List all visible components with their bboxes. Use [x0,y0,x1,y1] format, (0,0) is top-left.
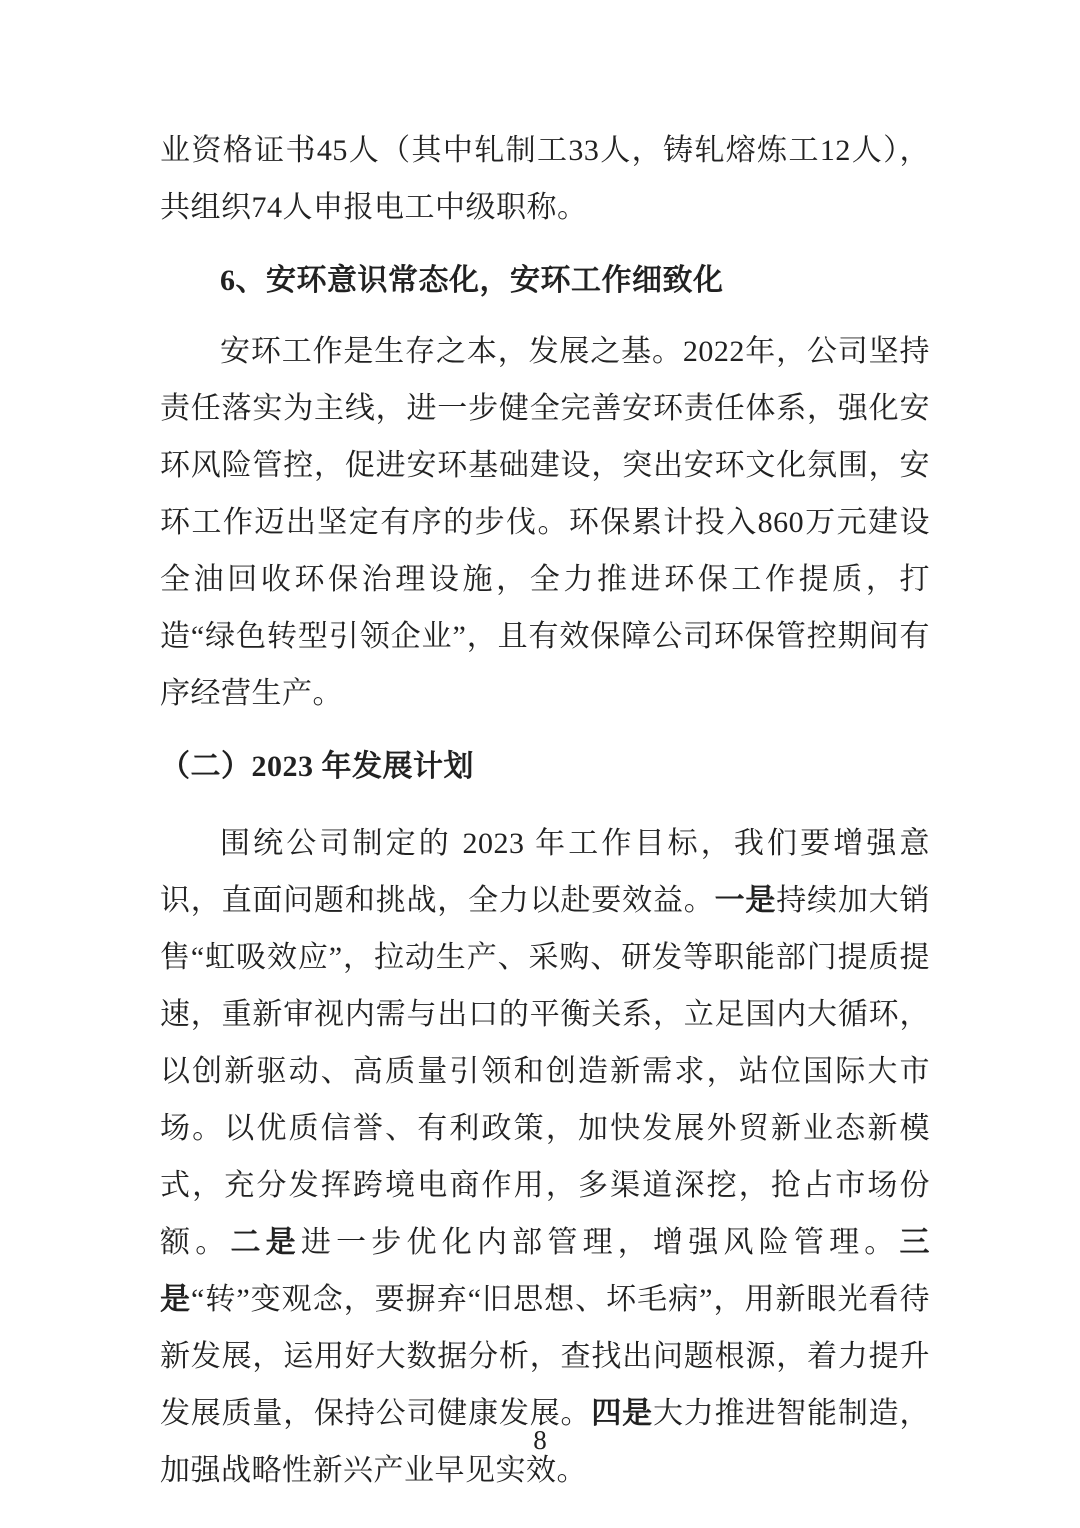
plan-run-fourth-label: 四是 [591,1397,653,1430]
plan-run-second-label: 二是 [230,1226,301,1259]
plan-run-first-label: 一是 [714,884,777,917]
plan-run-third-label: 三是 [160,1226,931,1316]
page-number: 8 [533,1425,547,1455]
plan-run-third-body: “转”变观念，要摒弃“旧思想、坏毛病”，用新眼光看待新发展，运用好大数据分析，查找出问题根源，着力提升发展质量，保持公司健康发展。 [160,1283,931,1430]
plan-run-intro: 围统公司制定的 2023 年工作目标，我们要增强意识，直面问题和挑战，全力以赴要效益。 [160,827,930,917]
paragraph-certification: 业资格证书45人（其中轧制工33人，铸轧熔炼工12人），共组织74人申报电工中级职称。 [160,134,930,224]
plan-run-first-body: 持续加大销售“虹吸效应”，拉动生产、采购、研发等职能部门提质提速，重新审视内需与出口的平衡关系，立足国内大循环，以创新驱动、高质量引领和创造新需求，站位国际大市场。以优质信誉、有利政策，加快发展外贸新业态新模式，充分发挥跨境电商作用，多渠道深挖，抢占市场份额。 [160,884,930,1259]
heading-2023-plan: （二）2023 年发展计划 [160,750,474,783]
heading-safety-environment: 6、安环意识常态化，安环工作细致化 [220,264,724,297]
plan-run-fourth-body: 大力推进智能制造，加强战略性新兴产业早见实效。 [160,1397,930,1487]
paragraph-2023-plan [160,815,930,1499]
plan-run-second-body: 进一步优化内部管理，增强风险管理。 [300,1226,900,1259]
paragraph-safety-environment: 安环工作是生存之本，发展之基。2022年，公司坚持责任落实为主线，进一步健全完善安环责任体系，强化安环风险管控，促进安环基础建设，突出安环文化氛围，安环工作迈出坚定有序的步伐。环保累计投入860万元建设全油回收环保治理设施，全力推进环保工作提质，打造“绿色转型引领企业”，且有效保障公司环保管控期间有序经营生产。 [160,335,930,710]
